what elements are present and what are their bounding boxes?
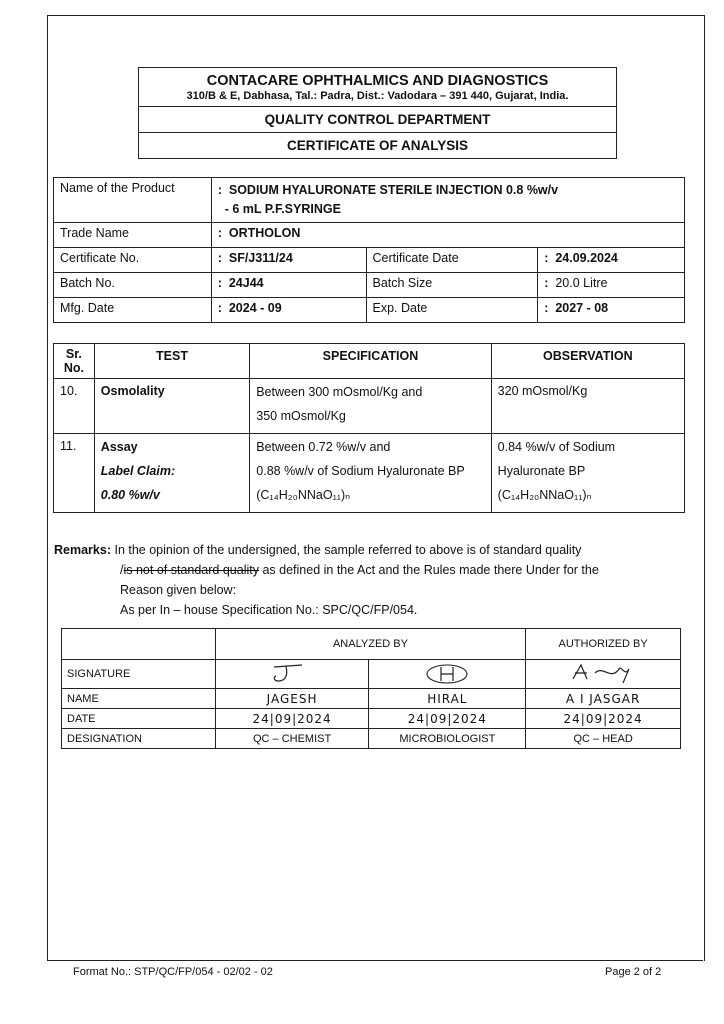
exp-value: 2027 - 08	[555, 301, 609, 315]
remarks-label: Remarks:	[54, 543, 111, 557]
product-info-table	[53, 177, 685, 323]
footer-divider	[47, 960, 703, 961]
name-chemist: JAGESH	[215, 689, 369, 709]
company-address: 310/B & E, Dabhasa, Tal.: Padra, Dist.: Vadodara – 391 440, Gujarat, India.	[186, 90, 569, 102]
sr-header: Sr.	[65, 347, 82, 361]
designation-row: DESIGNATION QC – CHEMIST MICROBIOLOGIST QC – HEAD	[62, 729, 681, 749]
cert-date-label: Certificate Date	[366, 248, 538, 273]
designation-chemist: QC – CHEMIST	[215, 729, 369, 749]
date-row: DATE 24|09|2024 24|09|2024 24|09|2024	[62, 709, 681, 729]
test-results-table	[53, 343, 685, 513]
product-value-line2: - 6 mL P.F.SYRINGE	[224, 202, 341, 216]
batch-size-label: Batch Size	[366, 273, 538, 298]
cert-row: Certificate No. : SF/J311/24 Certificate Date : 24.09.2024	[54, 248, 685, 273]
name-head: A I JASGAR	[526, 689, 681, 709]
date-row: Mfg. Date : 2024 - 09 Exp. Date : 2027 - 08	[54, 298, 685, 323]
page-number: Page 2 of 2	[605, 966, 662, 978]
spec-header: SPECIFICATION	[250, 344, 491, 379]
date-head: 24|09|2024	[526, 709, 681, 729]
date-micro: 24|09|2024	[369, 709, 526, 729]
row-sr: 11.	[54, 434, 95, 513]
trade-label: Trade Name	[54, 223, 212, 248]
row-test: Osmolality	[94, 379, 249, 434]
struck-text: is not of standard quality	[123, 563, 259, 577]
date-chemist: 24|09|2024	[215, 709, 369, 729]
cert-no-label: Certificate No.	[54, 248, 212, 273]
batch-no-label: Batch No.	[54, 273, 212, 298]
mfg-label: Mfg. Date	[54, 298, 212, 323]
remarks-section: Remarks: In the opinion of the undersigned, the sample referred to above is of standard quality /is not of standard quality as defined in the Act and the Rules made there Under for the Reason given below: As per In – house Specification No.: SPC/QC/FP/054.	[54, 543, 599, 617]
cert-date-value: 24.09.2024	[555, 251, 618, 265]
authorized-by-header: AUTHORIZED BY	[526, 629, 681, 660]
designation-head: QC – HEAD	[526, 729, 681, 749]
batch-no-value: 24J44	[228, 276, 264, 290]
name-row: NAME JAGESH HIRAL A I JASGAR	[62, 689, 681, 709]
table-row: 11. Assay Label Claim: 0.80 %w/v Between 0.72 %w/v and 0.88 %w/v of Sodium Hyaluronate BP (C₁₄H₂₀NNaO₁₁)ₙ 0.84 %w/v of Sodium Hyaluronate BP (C₁₄H₂₀NNaO₁₁)ₙ	[54, 434, 685, 513]
row-observation: 320 mOsmol/Kg	[491, 379, 684, 434]
name-micro: HIRAL	[369, 689, 526, 709]
company-name: CONTACARE OPHTHALMICS AND DIAGNOSTICS	[206, 73, 549, 89]
row-sr: 10.	[54, 379, 95, 434]
cert-no-value: SF/J311/24	[228, 251, 293, 265]
department-title: QUALITY CONTROL DEPARTMENT	[139, 107, 616, 133]
format-number: Format No.: STP/QC/FP/054 - 02/02 - 02	[73, 966, 273, 978]
analyzed-by-header: ANALYZED BY	[215, 629, 526, 660]
signature-micro	[369, 660, 526, 689]
signature-chemist	[215, 660, 369, 689]
test-header-row: Sr. No. TEST SPECIFICATION OBSERVATION	[54, 344, 685, 379]
product-value-line1: SODIUM HYALURONATE STERILE INJECTION 0.8 %w/v	[228, 183, 559, 197]
trade-value: ORTHOLON	[228, 226, 301, 240]
document-title: CERTIFICATE OF ANALYSIS	[286, 138, 468, 153]
batch-row: Batch No. : 24J44 Batch Size : 20.0 Litre	[54, 273, 685, 298]
signature-row: SIGNATURE	[62, 660, 681, 689]
colon: :	[217, 183, 222, 197]
signature-head	[526, 660, 681, 689]
product-row	[54, 178, 685, 223]
designation-micro: MICROBIOLOGIST	[369, 729, 526, 749]
exp-label: Exp. Date	[366, 298, 538, 323]
signoff-table	[61, 628, 681, 749]
table-row: 10. Osmolality Between 300 mOsmol/Kg and 350 mOsmol/Kg 320 mOsmol/Kg	[54, 379, 685, 434]
letterhead	[138, 67, 617, 159]
product-label: Name of the Product	[54, 178, 212, 223]
obs-header: OBSERVATION	[491, 344, 684, 379]
test-header: TEST	[94, 344, 249, 379]
mfg-value: 2024 - 09	[228, 301, 282, 315]
trade-row: Trade Name : ORTHOLON	[54, 223, 685, 248]
signoff-header-row	[62, 629, 681, 660]
batch-size-value: 20.0 Litre	[555, 276, 608, 290]
